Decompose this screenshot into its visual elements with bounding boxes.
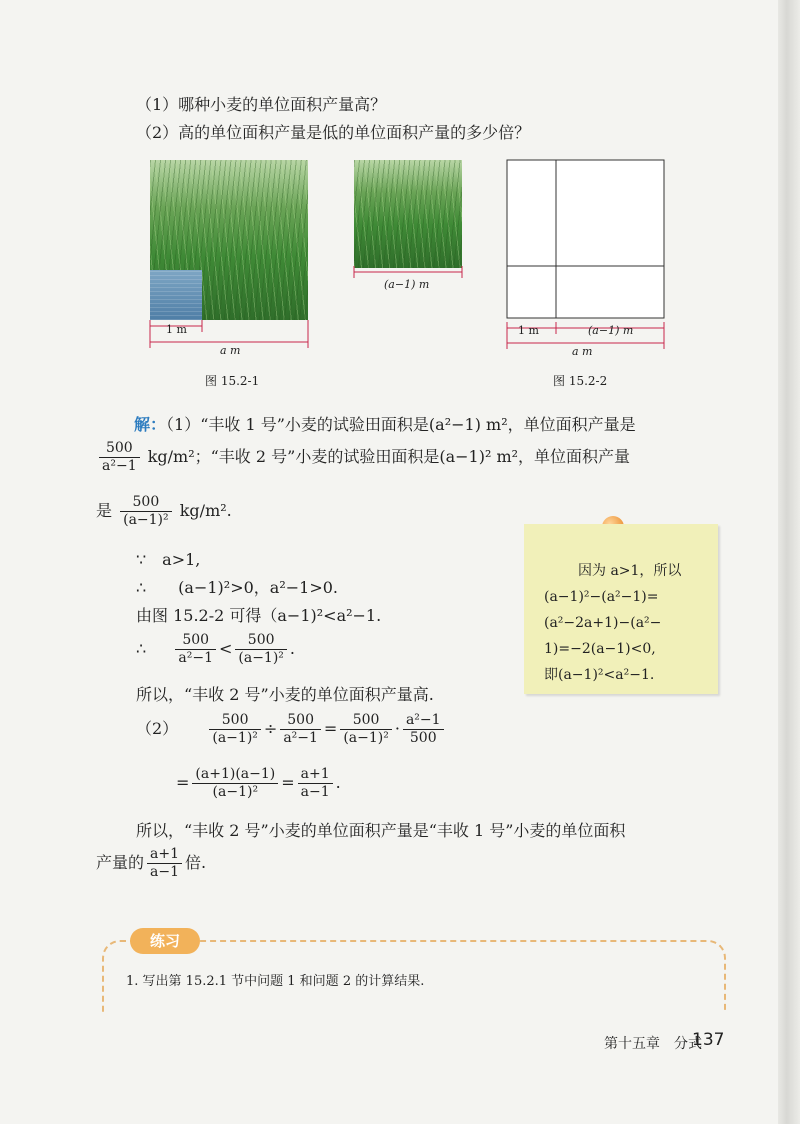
part-2-label: （2） [136, 718, 179, 738]
from-figure-line: 由图 15.2-2 可得（a−1)²<a²−1. [136, 606, 382, 625]
numerator: 500 [132, 494, 160, 510]
denominator: (a−1)² [120, 511, 172, 529]
water-patch [150, 270, 202, 320]
p2-fraction-b [280, 712, 321, 747]
numerator: 500 [287, 712, 314, 728]
part-2-line-2 [176, 766, 341, 801]
fraction-500-over-a2-minus-1 [99, 440, 140, 475]
less-than: < [218, 638, 233, 658]
numerator: a+1 [300, 766, 330, 782]
denominator: a²−1 [280, 729, 321, 747]
denominator: (a−1)² [340, 729, 392, 747]
equals-sign: = [281, 772, 295, 792]
numerator: 500 [247, 632, 275, 648]
fraction-500-over-a-minus-1-sq [120, 494, 172, 529]
question-1: （1）哪种小麦的单位面积产量高？ [136, 95, 387, 114]
part-2-line-1 [136, 712, 447, 747]
denominator: 500 [403, 729, 444, 747]
solution-line-3 [96, 494, 232, 529]
solution-line-2 [96, 440, 630, 475]
fig1-label-am: a m [220, 344, 241, 357]
solution-label: 解： [134, 415, 167, 434]
denominator: a²−1 [99, 457, 140, 475]
because-line: ∵ a>1, [136, 550, 201, 569]
wheat-field-small-photo [354, 160, 462, 268]
numerator: 500 [182, 632, 210, 648]
solution-line-2-text: kg/m²；“丰收 2 号”小麦的试验田面积是(a−1)² m²，单位面积产量 [147, 446, 631, 466]
fig2-caption: 图 15.2-2 [553, 374, 608, 388]
period: . [289, 638, 296, 658]
fig2-label-a-minus-1: (a−1) m [588, 324, 634, 337]
numerator: a²−1 [405, 712, 441, 728]
note-line-4: 1)=−2(a−1)<0, [544, 641, 656, 657]
note-line-5: 即(a−1)²<a²−1. [544, 667, 655, 683]
solution-line-1-text: （1）“丰收 1 号”小麦的试验田面积是(a²−1) m²，单位面积产量是 [166, 415, 636, 434]
therefore-symbol: ∴ [136, 638, 147, 658]
fig2-label-am: a m [572, 345, 593, 358]
p2-fraction-d [403, 712, 444, 747]
numerator: 500 [105, 440, 133, 456]
therefore-line-1: ∴ (a−1)²>0，a²−1>0. [136, 578, 339, 597]
inequality-line [136, 632, 295, 667]
denominator: (a−1)² [209, 729, 261, 747]
line3-rest: kg/m². [179, 500, 232, 520]
small-label-a-minus-1: (a−1) m [384, 278, 430, 291]
denominator: (a−1)² [235, 649, 287, 667]
note-line-2: (a−1)²−(a²−1)= [544, 589, 659, 605]
conclusion-3-suffix: 倍. [185, 852, 207, 872]
page-number: 137 [692, 1030, 725, 1050]
numerator: a+1 [150, 846, 179, 862]
solution-line-1 [134, 412, 636, 435]
divide-sign: ÷ [263, 718, 278, 738]
question-2: （2）高的单位面积产量是低的单位面积产量的多少倍？ [136, 123, 531, 142]
side-note [524, 524, 718, 694]
equals-sign: = [323, 718, 338, 738]
fig2-label-1m: 1 m [518, 324, 539, 337]
denominator: (a−1)² [192, 783, 278, 801]
ineq-left-fraction [175, 632, 216, 667]
p2-fraction-e [192, 766, 278, 801]
denominator: a−1 [147, 863, 182, 881]
p2-fraction-f [298, 766, 333, 801]
numerator: 500 [221, 712, 249, 728]
period: . [335, 772, 341, 792]
conclusion-2: 所以，“丰收 2 号”小麦的单位面积产量是“丰收 1 号”小麦的单位面积 [136, 821, 626, 840]
exercise-item-1: 1. 写出第 15.2.1 节中问题 1 和问题 2 的计算结果. [126, 974, 425, 989]
p2-fraction-a [209, 712, 261, 747]
ratio-fraction [147, 846, 182, 881]
fig1-label-1m: 1 m [166, 323, 187, 336]
exercise-tab: 练习 [130, 928, 200, 954]
conclusion-3-prefix: 产量的 [96, 852, 145, 872]
note-line-3: (a²−2a+1)−(a²− [544, 615, 662, 631]
numerator: 500 [352, 712, 380, 728]
note-line-1: 因为 a>1，所以 [578, 563, 682, 579]
line3-prefix: 是 [96, 500, 113, 520]
denominator: a−1 [298, 783, 333, 801]
p2-fraction-c [340, 712, 392, 747]
equals-sign: = [176, 772, 190, 792]
numerator: (a+1)(a−1) [195, 766, 276, 782]
fig1-caption: 图 15.2-1 [205, 374, 260, 388]
multiply-dot: · [394, 718, 400, 738]
ineq-right-fraction [235, 632, 287, 667]
chapter-title: 第十五章 分式 [604, 1036, 702, 1052]
conclusion-1: 所以，“丰收 2 号”小麦的单位面积产量高. [136, 685, 434, 704]
page-edge [778, 0, 800, 1124]
conclusion-3 [96, 846, 206, 881]
denominator: a²−1 [175, 649, 216, 667]
